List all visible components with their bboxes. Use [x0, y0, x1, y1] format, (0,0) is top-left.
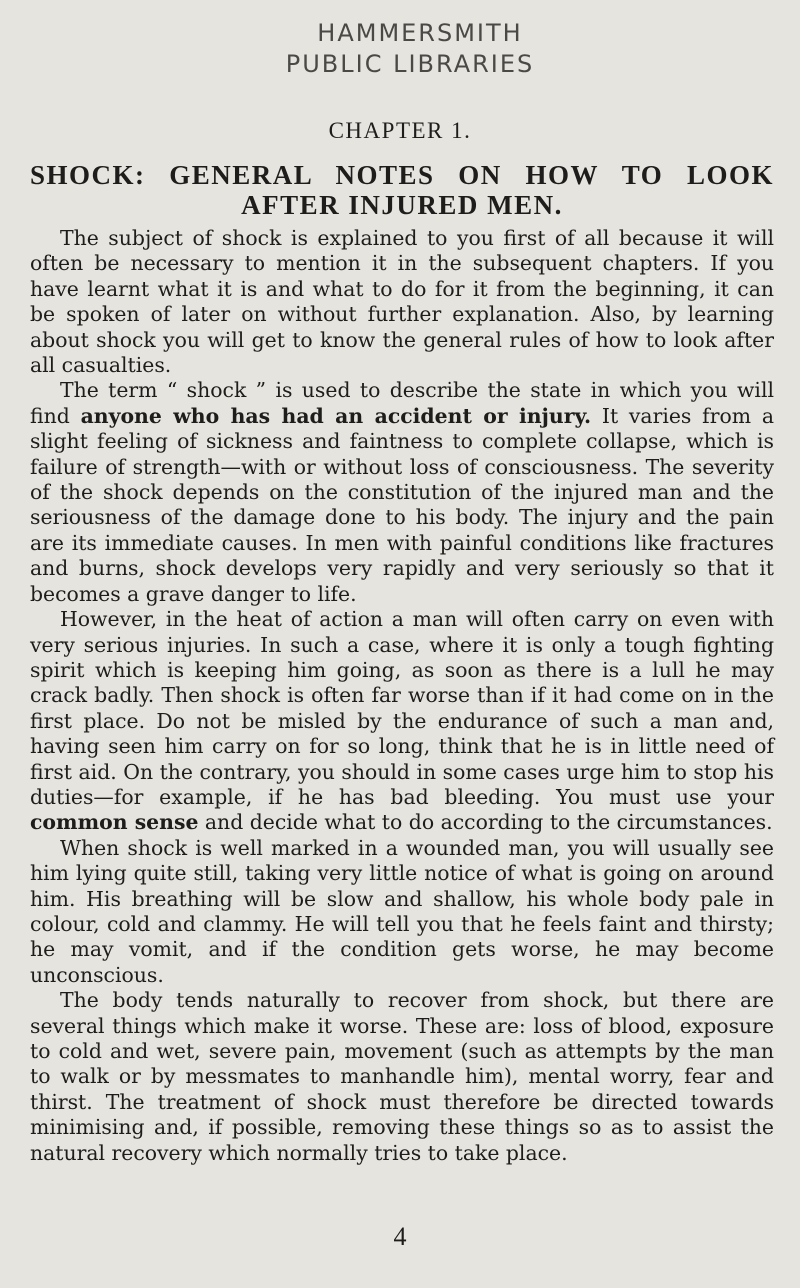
paragraph-3-bold: common sense [30, 810, 199, 835]
paragraph-2-end: It varies from a slight feeling of sickness and faintness to complete collapse, which is failure of strength—with or without loss of consciousness. The severity of the shock depends on the constitution of the injured man and the seriousness of the damage done to his body. The injury and the pain are its immediate causes. In men with painful conditions like fractures and burns, shock develops very rapidly and very seriously so that it becomes a grave danger to life. [30, 403, 774, 606]
paragraph-2 [30, 378, 774, 607]
library-stamp [280, 18, 540, 80]
chapter-title [30, 160, 774, 220]
paragraph-3-end: and decide what to do according to the circumstances. [198, 810, 773, 835]
paragraph-1: The subject of shock is explained to you first of all because it will often be necessary to mention it in the subsequent chapters. If you have learnt what it is and what to do for it from the beginning, it can be spoken of later on without further explanation. Also, by learning about shock you will get to know the general rules of how to look after all casualties. [30, 226, 774, 378]
chapter-label: CHAPTER 1. [328, 118, 472, 143]
paragraph-5: The body tends naturally to recover from shock, but there are several things which make it worse. These are: loss of blood, exposure to cold and wet, severe pain, movement (such as attempts by the man to walk or by messmates to manhandle him), mental worry, fear and thirst. The treatment of shock must therefore be directed towards minimising and, if possible, removing these things so as to assist the natural recovery which normally tries to take place. [30, 988, 774, 1165]
body-text [30, 226, 774, 1166]
chapter-title-line-1: SHOCK: GENERAL NOTES ON HOW TO LOOK [30, 160, 774, 190]
paragraph-3 [30, 607, 774, 836]
paragraph-4: When shock is well marked in a wounded man, you will usually see him lying quite still, taking very little notice of what is going on around him. His breathing will be slow and shallow, his whole body pale in colour, cold and clammy. He will tell you that he feels faint and thirsty; he may vomit, and if the condition gets worse, he may become unconscious. [30, 835, 774, 987]
chapter-title-line-2: AFTER INJURED MEN. [241, 190, 563, 220]
page-number: 4 [393, 1222, 407, 1251]
stamp-line-1: HAMMERSMITH [317, 19, 523, 47]
paragraph-2-start: The term “ shock ” is used to describe the state in which you will find [30, 378, 774, 428]
stamp-line-2: PUBLIC LIBRARIES [285, 50, 535, 78]
paragraph-2-bold: anyone who has had an accident or injury. [80, 403, 592, 428]
paragraph-3-start: However, in the heat of action a man will often carry on even with very serious injuries. In such a case, where it is only a tough fighting spirit which is keeping him going, as soon as there is a lull he may crack badly. Then shock is often far worse than if it had come on in the first place. Do not be misled by the endurance of such a man and, having seen him carry on for so long, think that he is in little need of first aid. On the contrary, you should in some cases urge him to stop his duties—for example, if he has bad bleeding. You must use your [30, 607, 774, 809]
